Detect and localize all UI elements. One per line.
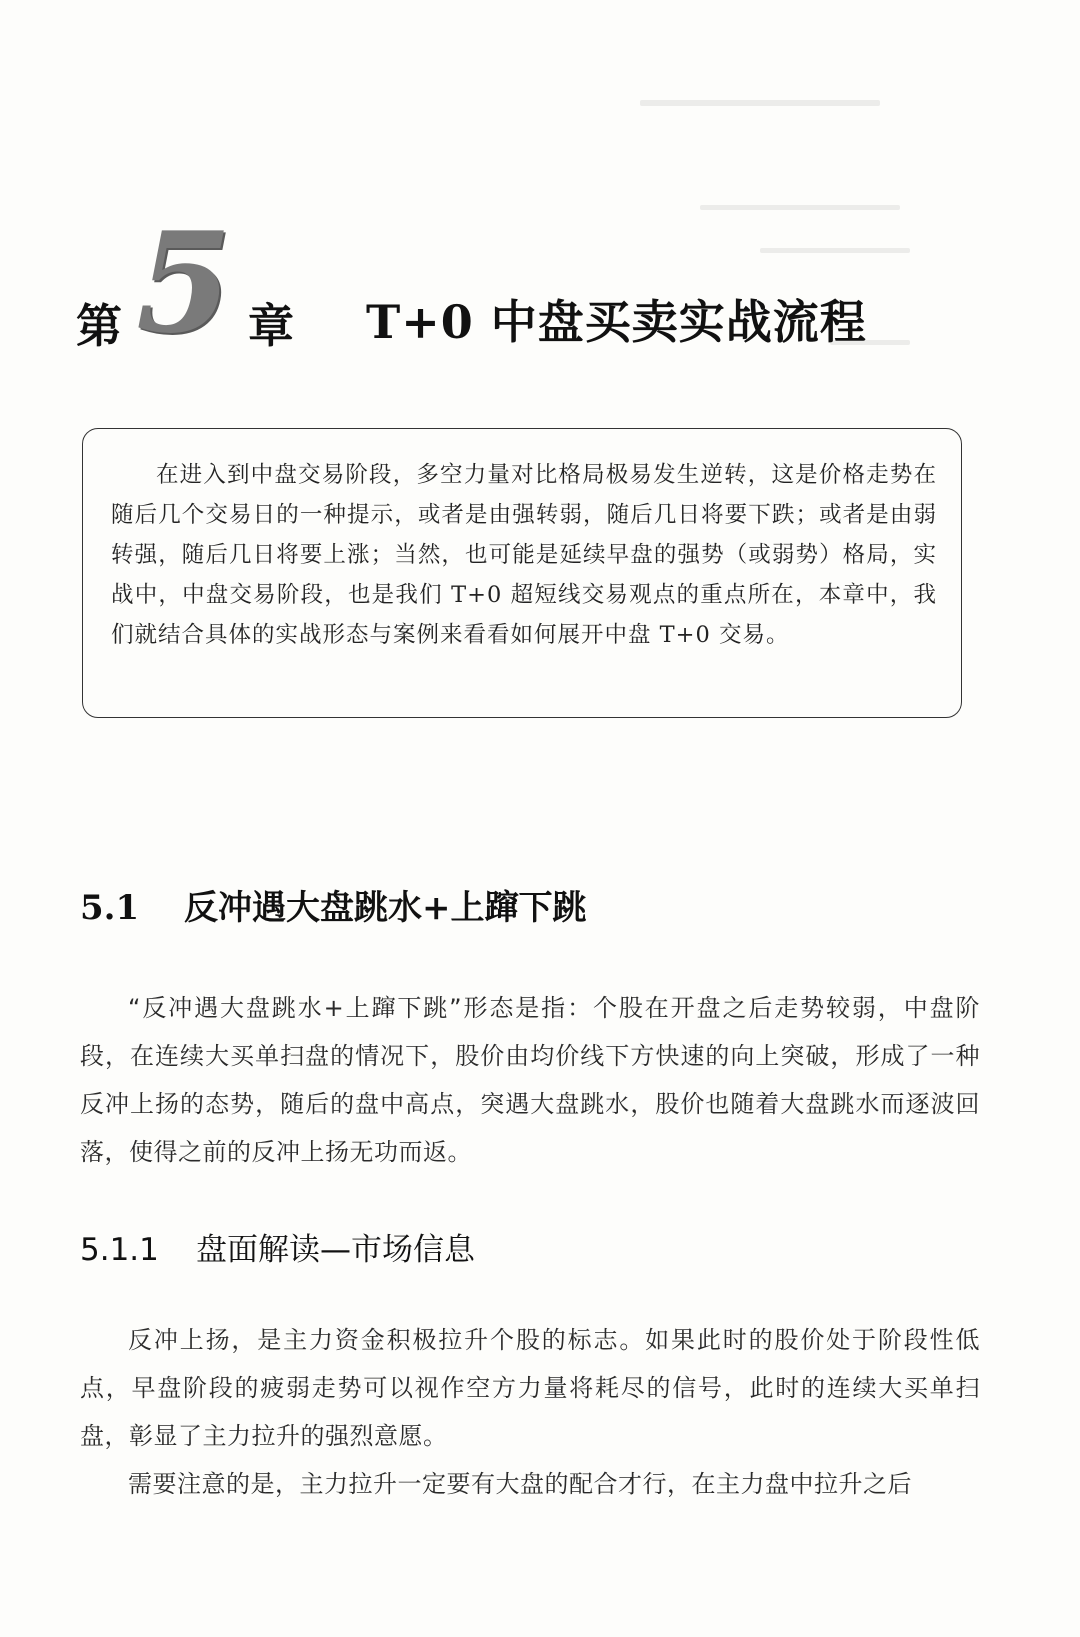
chapter-suffix: 章: [248, 299, 294, 353]
bleed-through-mark: [700, 205, 900, 210]
body-paragraph: “反冲遇大盘跳水+上蹿下跳”形态是指：个股在开盘之后走势较弱，中盘阶段，在连续大买单扫盘的情况下，股价由均价线下方快速的向上突破，形成了一种反冲上扬的态势，随后的盘中高点，突遇大盘跳水，股价也随着大盘跳水而逐波回落，使得之前的反冲上扬无功而返。: [80, 994, 980, 1166]
subsection-title: 盘面解读—市场信息: [196, 1232, 475, 1268]
subsection-heading: [80, 1224, 475, 1269]
body-paragraph: 反冲上扬，是主力资金积极拉升个股的标志。如果此时的股价处于阶段性低点，早盘阶段的疲弱走势可以视作空方力量将耗尽的信号，此时的连续大买单扫盘，彰显了主力拉升的强烈意愿。: [80, 1326, 980, 1450]
section-title: 反冲遇大盘跳水+上蹿下跳: [184, 888, 587, 928]
section-heading: [80, 880, 587, 929]
chapter-number: 5: [136, 201, 233, 364]
bleed-through-mark: [640, 100, 880, 106]
chapter-title: T+0 中盘买卖实战流程: [366, 295, 867, 349]
subsection-number: 5.1.1: [80, 1232, 159, 1268]
chapter-intro-text: 在进入到中盘交易阶段，多空力量对比格局极易发生逆转，这是价格走势在随后几个交易日的一种提示，或者是由强转弱，随后几日将要下跌；或者是由弱转强，随后几日将要上涨；当然，也可能是延续早盘的强势（或弱势）格局，实战中，中盘交易阶段，也是我们 T+0 超短线交易观点的重点所在，本章中，我们就结合具体的实战形态与案例来看看如何展开中盘 T+0 交易。: [111, 462, 937, 648]
body-paragraph: 需要注意的是，主力拉升一定要有大盘的配合才行，在主力盘中拉升之后: [128, 1470, 912, 1498]
chapter-heading: [76, 201, 976, 364]
chapter-prefix: 第: [76, 299, 122, 353]
section-number: 5.1: [80, 888, 140, 928]
chapter-intro-box: [82, 428, 962, 718]
